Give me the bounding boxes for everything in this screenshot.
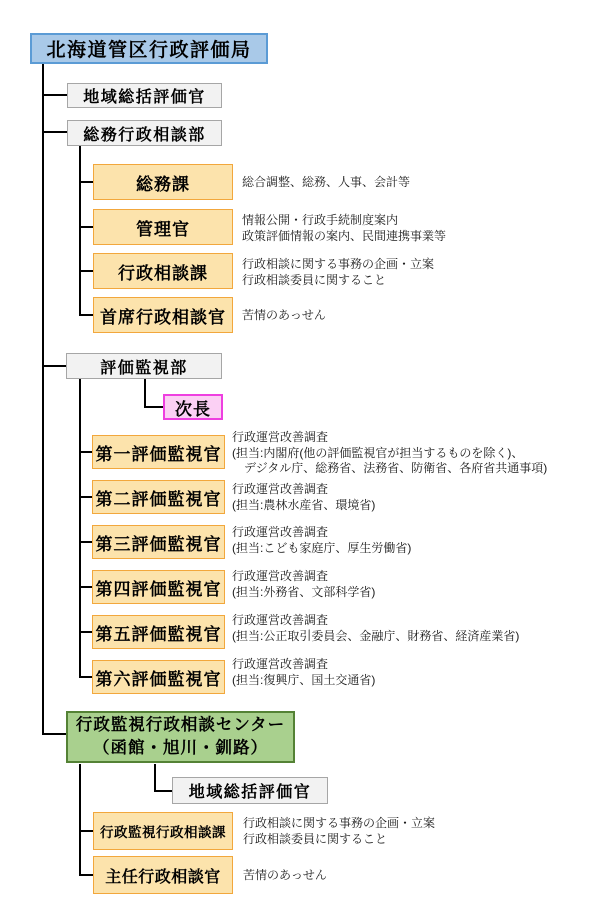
box-center-regional-evaluation-officer <box>172 777 328 804</box>
connector-center-officer-drop <box>154 764 156 792</box>
desc-officer-3 <box>232 524 411 556</box>
box-officer-5 <box>92 615 225 649</box>
connector-to-center <box>42 733 66 735</box>
desc-shunin-sodankan <box>243 867 327 883</box>
desc-line: 行政運営改善調査 <box>232 569 329 583</box>
desc-line: 行政相談委員に関すること <box>243 832 388 846</box>
desc-officer-6 <box>232 656 375 688</box>
box-deputy-director <box>163 394 223 420</box>
desc-kanshi-sodanka <box>243 815 435 847</box>
box-shunin-sodankan <box>93 856 233 894</box>
box-officer-6 <box>92 660 225 694</box>
connector-to-somuka <box>79 181 93 183</box>
connector-trunk-center <box>79 764 81 876</box>
kanshi-sodanka-label: 行政監視行政相談課 <box>100 825 226 840</box>
desc-somuka <box>242 174 410 190</box>
connector-to-evaluation-dept <box>42 365 66 367</box>
desc-line: 行政相談に関する事務の企画・立案 <box>242 257 435 271</box>
desc-line: 行政相談委員に関すること <box>242 273 387 287</box>
deputy-director-label: 次長 <box>175 399 211 419</box>
connector-trunk-general-affairs <box>79 145 81 316</box>
officer-4-label: 第四評価監視官 <box>95 579 222 599</box>
box-regional-evaluation-officer <box>67 83 222 108</box>
desc-line: (担当:公正取引委員会、金融庁、財務省、経済産業省) <box>232 629 520 643</box>
shuseki-sodankan-label: 首席行政相談官 <box>100 307 226 327</box>
connector-trunk-main <box>42 64 44 735</box>
connector-to-officer-2 <box>79 496 92 498</box>
connector-to-officer-3 <box>79 541 92 543</box>
desc-line: 総合調整、総務、人事、会計等 <box>242 175 411 189</box>
desc-line: 行政運営改善調査 <box>232 613 329 627</box>
desc-line: 行政運営改善調査 <box>232 430 329 444</box>
connector-to-shuseki <box>79 314 93 316</box>
desc-line: 政策評価情報の案内、民間連携事業等 <box>242 229 447 243</box>
connector-center-officer-horizontal <box>154 790 172 792</box>
desc-line: 行政相談に関する事務の企画・立案 <box>243 816 436 830</box>
box-general-affairs-dept <box>67 120 222 146</box>
regional-evaluation-officer-label: 地域総括評価官 <box>83 89 206 106</box>
somuka-label: 総務課 <box>136 174 190 194</box>
evaluation-dept-label: 評価監視部 <box>100 359 188 377</box>
desc-line: デジタル庁、総務省、法務省、防衛省、各府省共通事項) <box>232 461 548 475</box>
box-monitoring-center <box>66 711 295 763</box>
desc-officer-1 <box>232 430 547 477</box>
box-evaluation-dept <box>66 353 222 379</box>
desc-line: 行政運営改善調査 <box>232 657 329 671</box>
center-regional-evaluation-officer-label: 地域総括評価官 <box>188 784 312 801</box>
desc-line: 苦情のあっせん <box>242 308 326 322</box>
desc-officer-5 <box>232 612 519 644</box>
general-affairs-dept-label: 総務行政相談部 <box>83 126 206 144</box>
shunin-sodankan-label: 主任行政相談官 <box>105 868 221 886</box>
monitoring-center-label-line1: 行政監視行政相談センター <box>75 716 286 734</box>
connector-to-officer-4 <box>79 586 92 588</box>
desc-line: 行政運営改善調査 <box>232 482 329 496</box>
connector-to-gyosei-sodanka <box>79 270 93 272</box>
desc-officer-4 <box>232 568 375 600</box>
officer-1-label: 第一評価監視官 <box>95 444 222 464</box>
gyosei-sodanka-label: 行政相談課 <box>118 263 208 283</box>
kanrikan-label: 管理官 <box>136 219 190 239</box>
box-officer-1 <box>92 435 225 469</box>
officer-6-label: 第六評価監視官 <box>95 669 222 689</box>
box-gyosei-sodanka <box>93 253 233 289</box>
desc-shuseki-sodankan <box>242 307 326 323</box>
connector-to-officer-5 <box>79 631 92 633</box>
connector-to-kanshi-sodanka <box>79 830 93 832</box>
connector-to-regional-officer <box>42 94 67 96</box>
desc-line: (担当:復興庁、国土交通省) <box>232 673 376 687</box>
desc-kanrikan <box>242 212 446 244</box>
box-kanshi-sodanka <box>93 812 233 850</box>
connector-to-officer-1 <box>79 451 92 453</box>
connector-deputy-horizontal <box>144 406 163 408</box>
desc-line: (担当:外務省、文部科学省) <box>232 585 376 599</box>
desc-line: (担当:農林水産省、環境省) <box>232 498 376 512</box>
connector-to-kanrikan <box>79 226 93 228</box>
box-shuseki-sodankan <box>93 297 233 333</box>
box-kanrikan <box>93 209 233 245</box>
connector-to-general-affairs-dept <box>42 131 67 133</box>
officer-5-label: 第五評価監視官 <box>95 624 222 644</box>
officer-3-label: 第三評価監視官 <box>95 534 222 554</box>
desc-gyosei-sodanka <box>242 256 434 288</box>
officer-2-label: 第二評価監視官 <box>95 489 222 509</box>
desc-line: 行政運営改善調査 <box>232 525 329 539</box>
monitoring-center-label-line2: （函館・旭川・釧路） <box>93 739 268 757</box>
desc-officer-2 <box>232 481 375 513</box>
box-bureau-root <box>30 33 268 64</box>
box-officer-4 <box>92 570 225 604</box>
bureau-root-label: 北海道管区行政評価局 <box>46 40 252 61</box>
desc-line: 苦情のあっせん <box>243 868 327 882</box>
connector-trunk-evaluation <box>79 378 81 678</box>
box-officer-3 <box>92 525 225 559</box>
connector-to-officer-6 <box>79 676 92 678</box>
connector-to-shunin <box>79 874 93 876</box>
desc-line: (担当:内閣府(他の評価監視官が担当するものを除く)、 <box>232 445 524 460</box>
box-somuka <box>93 164 233 200</box>
box-officer-2 <box>92 480 225 514</box>
desc-line: (担当:こども家庭庁、厚生労働省) <box>232 541 412 555</box>
connector-deputy-drop <box>144 378 146 408</box>
desc-line: 情報公開・行政手続制度案内 <box>242 213 399 227</box>
